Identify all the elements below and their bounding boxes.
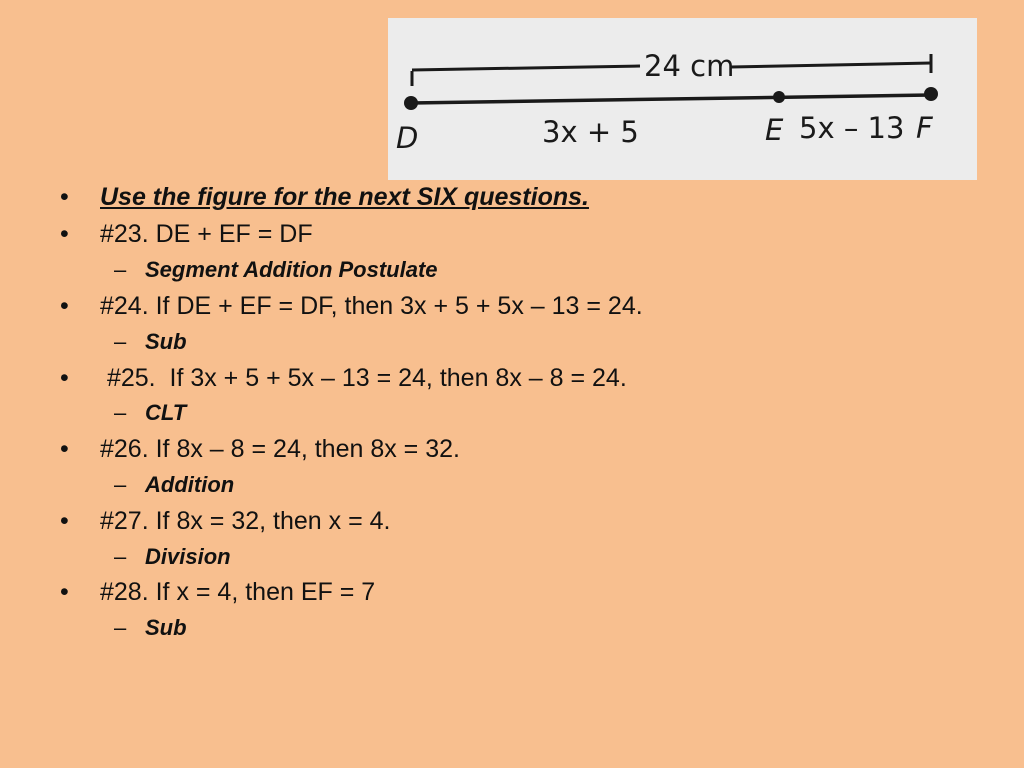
dimension-line-left xyxy=(412,66,640,70)
dash-icon: – xyxy=(114,329,127,354)
reason-text: Sub xyxy=(145,615,187,640)
reason-text: CLT xyxy=(145,400,187,425)
bullet-icon: • xyxy=(60,364,69,392)
bullet-icon: • xyxy=(60,183,69,211)
segment-figure xyxy=(388,18,977,180)
question-text: #23. DE + EF = DF xyxy=(100,220,313,248)
bullet-icon: • xyxy=(60,292,69,320)
dash-icon: – xyxy=(114,257,127,282)
slide-heading: Use the figure for the next SIX questions. xyxy=(100,183,589,211)
dash-icon: – xyxy=(114,472,127,497)
label-d: D xyxy=(396,121,419,155)
label-ef: 5x – 13 xyxy=(799,111,905,145)
dash-icon: – xyxy=(114,544,127,569)
reason-text: Segment Addition Postulate xyxy=(145,257,438,282)
bullet-icon: • xyxy=(60,435,69,463)
reason-text: Addition xyxy=(145,472,235,497)
segment-df xyxy=(411,95,931,103)
reason-text: Division xyxy=(145,544,231,569)
bullet-icon: • xyxy=(60,507,69,535)
label-f: F xyxy=(916,111,933,145)
bullet-icon: • xyxy=(60,578,69,606)
point-f xyxy=(924,87,938,101)
question-text: #28. If x = 4, then EF = 7 xyxy=(100,578,376,606)
segment-diagram xyxy=(388,18,977,180)
point-d xyxy=(404,96,418,110)
reason-text: Sub xyxy=(145,329,187,354)
question-text: #26. If 8x – 8 = 24, then 8x = 32. xyxy=(100,435,460,463)
dash-icon: – xyxy=(114,615,127,640)
bullet-icon: • xyxy=(60,220,69,248)
point-e xyxy=(773,91,785,103)
question-text: #27. If 8x = 32, then x = 4. xyxy=(100,507,391,535)
question-text: #25. If 3x + 5 + 5x – 13 = 24, then 8x – 8 = 24. xyxy=(100,364,627,392)
dimension-line-right xyxy=(731,63,931,67)
dash-icon: – xyxy=(114,400,127,425)
label-de: 3x + 5 xyxy=(542,115,639,149)
length-label: 24 cm xyxy=(644,49,735,83)
label-e: E xyxy=(765,113,784,147)
question-text: #24. If DE + EF = DF, then 3x + 5 + 5x – 13 = 24. xyxy=(100,292,643,320)
